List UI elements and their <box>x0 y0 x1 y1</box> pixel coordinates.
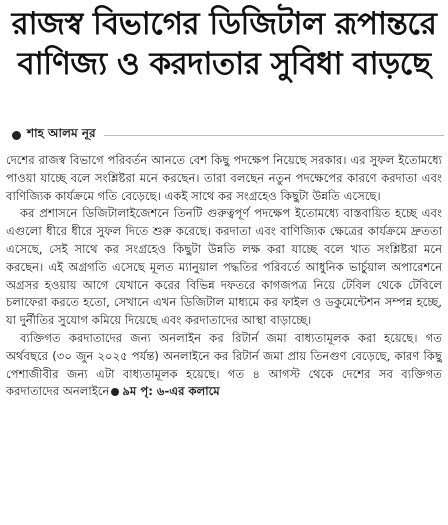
headline-line-2: বাণিজ্য ও করদাতার সুবিধা বাড়ছে <box>17 46 431 82</box>
bullet-icon <box>12 131 21 140</box>
article-paragraph-2: কর প্রশাসনে ডিজিটালাইজেশনে তিনটি গুরুত্বপূর্ণ পদক্ষেপ ইতোমধ্যে বাস্তবায়িত হচ্ছে এবং এগুলো ধীরে ধীরে সুফল দিতে শুরু করেছে। করদাতা এবং বাণিজ্যিক ক্ষেত্রের কার্যক্রমে দ্রুততা এসেছে, সেই সাথে কর সংগ্রহেও কিছুটা উন্নতি লক্ষ করা যাচ্ছে বলে খাত সংশ্লিষ্টরা মনে করছেন। এই অগ্রগতি এসেছে মূলত ম্যানুয়াল পদ্ধতির পরিবর্তে আধুনিক ভার্চুয়াল অপারেশনে অগ্রসর হওয়ায় আগে যেখানে করের বিভিন্ন দফতরে কাগজপত্র নিয়ে টেবিল থেকে টেবিলে চলাফেরা করতে হতো, সেখানে এখন ডিজিটাল মাধ্যমে কর ফাইল ও ডকুমেন্টেশন সম্পন্ন হচ্ছে, যা দুর্নীতির সুযোগ কমিয়ে দিয়েছে এবং করদাতাদের আস্থা বাড়াচ্ছে। <box>6 206 442 328</box>
article-body <box>6 152 442 401</box>
byline-row <box>4 124 444 146</box>
continuation-text: ৯ম পৃ: ৬-এর কলামে <box>122 384 220 399</box>
bullet-icon <box>111 388 119 396</box>
byline: শাহ আলম নূর <box>27 126 96 140</box>
headline-line-1: রাজস্ব বিভাগের ডিজিটাল রূপান্তরে <box>11 6 437 42</box>
article-paragraph-3-text: ব্যক্তিগত করদাতাদের জন্য অনলাইন কর রিটার্ন জমা বাধ্যতামূলক করা হয়েছে। গত অর্থবছরে (৩০ জুন ২০২৫ পর্যন্ত) অনলাইনে কর রিটার্ন জমা প্রায় তিনগুণ বেড়েছে, কারণ কিছু পেশাজীবীর জন্য এটা বাধ্যতামূলক হয়েছে। গত ৪ আগস্ট থেকে দেশের সব ব্যক্তিগত করদাতাদের অনলাইনে <box>6 330 442 399</box>
headline <box>0 0 448 84</box>
article-paragraph-1: দেশের রাজস্ব বিভাগে পরিবর্তন আনতে বেশ কিছু পদক্ষেপ নিয়েছে সরকার। এর সুফল ইতোমধ্যে পাওয়া যাচ্ছে বলে সংশ্লিষ্টরা মনে করছেন। তারা বলছেন নতুন পদক্ষেপের কারণে করদাতা এবং বাণিজ্যিক কার্যক্রমে গতি বেড়েছে। একই সাথে কর সংগ্রহেও কিছুটা উন্নতি এসেছে। <box>6 153 442 203</box>
byline-divider <box>104 135 444 136</box>
continuation-note <box>109 384 219 398</box>
article-paragraph-3 <box>6 330 442 401</box>
